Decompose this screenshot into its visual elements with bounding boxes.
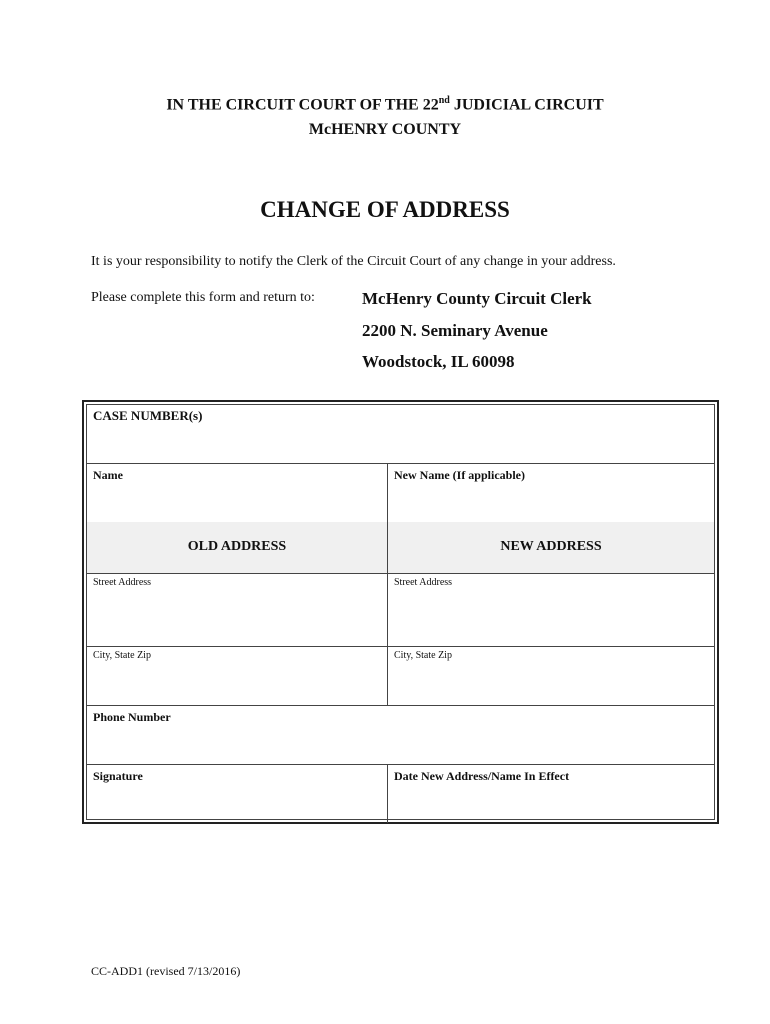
return-address-line2: 2200 N. Seminary Avenue bbox=[362, 321, 548, 340]
name-label: Name bbox=[93, 468, 123, 482]
case-number-label: CASE NUMBER(s) bbox=[93, 408, 203, 423]
phone-field[interactable] bbox=[87, 705, 714, 764]
new-city-field[interactable] bbox=[388, 646, 714, 705]
old-address-header: OLD ADDRESS bbox=[187, 539, 287, 554]
court-header-line2: McHENRY COUNTY bbox=[308, 121, 462, 138]
new-city-label: City, State Zip bbox=[394, 650, 452, 661]
street-row bbox=[87, 573, 714, 647]
old-street-field[interactable] bbox=[87, 573, 388, 646]
new-address-header-cell bbox=[388, 522, 714, 573]
court-header-line1 bbox=[0, 95, 770, 114]
new-address-header: NEW ADDRESS bbox=[500, 539, 602, 554]
old-street-label: Street Address bbox=[93, 577, 152, 588]
court-header-text-end: JUDICIAL CIRCUIT bbox=[449, 96, 604, 114]
old-city-label: City, State Zip bbox=[93, 650, 151, 661]
old-address-header-cell bbox=[87, 522, 388, 573]
case-number-row bbox=[87, 405, 714, 464]
phone-label: Phone Number bbox=[93, 710, 171, 724]
ordinal-suffix: nd bbox=[438, 95, 450, 106]
signature-row bbox=[87, 764, 714, 823]
new-name-label: New Name (If applicable) bbox=[394, 468, 525, 482]
address-header-row bbox=[87, 522, 714, 574]
new-street-label: Street Address bbox=[394, 577, 453, 588]
intro-text: It is your responsibility to notify the Clerk of the Circuit Court of any change in your address. bbox=[91, 254, 616, 269]
page-title: CHANGE OF ADDRESS bbox=[260, 197, 510, 222]
name-row bbox=[87, 463, 714, 523]
date-effect-label: Date New Address/Name In Effect bbox=[394, 769, 570, 783]
signature-field[interactable] bbox=[87, 764, 388, 823]
return-instruction: Please complete this form and return to: bbox=[91, 290, 315, 305]
court-header-text: IN THE CIRCUIT COURT OF THE 22 bbox=[166, 96, 439, 114]
form-inner-border bbox=[86, 404, 715, 820]
new-name-field[interactable] bbox=[388, 463, 714, 522]
phone-row bbox=[87, 705, 714, 765]
city-row bbox=[87, 646, 714, 706]
name-field[interactable] bbox=[87, 463, 388, 522]
change-of-address-form bbox=[82, 400, 719, 824]
signature-label: Signature bbox=[93, 769, 143, 783]
return-address-line1: McHenry County Circuit Clerk bbox=[362, 289, 592, 308]
form-revision-footer: CC-ADD1 (revised 7/13/2016) bbox=[91, 964, 241, 978]
case-number-field[interactable] bbox=[87, 405, 714, 463]
return-address-line3: Woodstock, IL 60098 bbox=[362, 352, 515, 371]
date-effect-field[interactable] bbox=[388, 764, 714, 823]
new-street-field[interactable] bbox=[388, 573, 714, 646]
old-city-field[interactable] bbox=[87, 646, 388, 705]
